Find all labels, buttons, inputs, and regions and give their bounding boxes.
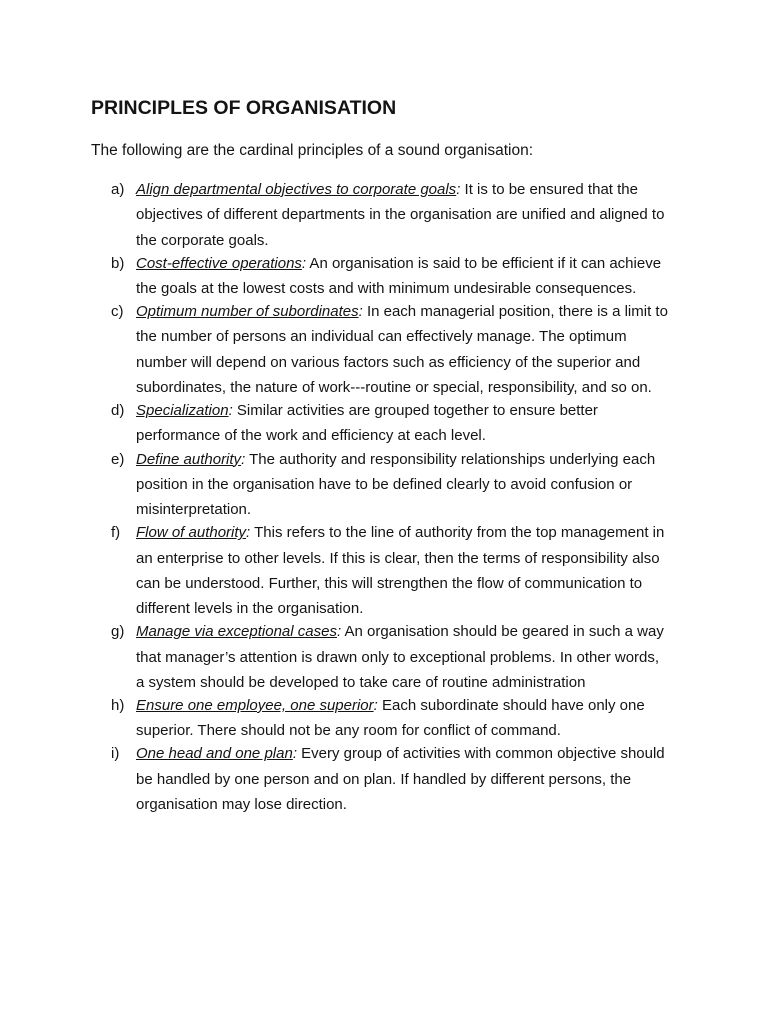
list-marker: g) <box>111 623 125 641</box>
item-heading: Specialization <box>136 402 229 420</box>
list-item: g) Manage via exceptional cases: An organisation should be geared in such a way that manager’s attention is drawn only to exceptional problems. In other words, a system should be developed to take care of routine administration <box>0 619 671 695</box>
list-item: i) One head and one plan: Every group of activities with common objective should be handled by one person and on plan. If handled by different persons, the organisation may lose direction. <box>0 741 671 817</box>
page-title: PRINCIPLES OF ORGANISATION <box>91 97 397 119</box>
item-heading: One head and one plan <box>136 745 293 763</box>
list-marker: b) <box>111 254 125 272</box>
list-marker: c) <box>111 303 124 321</box>
item-body: Every group of activities with common objective should be handled by one person and on plan. If handled by different persons, the organisation may lose direction. <box>136 745 665 813</box>
list-item: h) Ensure one employee, one superior: Each subordinate should have only one superior. There should not be any room for conflict of command. <box>0 693 671 744</box>
item-body: This refers to the line of authority from the top management in an enterprise to other levels. If this is clear, then the terms of responsibility also can be understood. Further, this will strengthen the flow of communication to different levels in the organisation. <box>136 524 665 618</box>
item-body: It is to be ensured that the objectives of different departments in the organisation are unified and aligned to the corporate goals. <box>136 181 665 249</box>
list-item: d) Specialization: Similar activities are grouped together to ensure better performance of the work and efficiency at each level. <box>0 398 671 449</box>
list-marker: i) <box>111 745 120 763</box>
list-item: a) Align departmental objectives to corporate goals: It is to be ensured that the objectives of different departments in the organisation are unified and aligned to the corporate goals. <box>0 177 671 253</box>
list-item: c) Optimum number of subordinates: In each managerial position, there is a limit to the number of persons an individual can effectively manage. The optimum number will depend on various factors such as efficiency of the superior and subordinates, the nature of work---routine or special, responsibility, and so on. <box>0 299 671 400</box>
list-item: e) Define authority: The authority and responsibility relationships underlying each position in the organisation have to be defined clearly to avoid confusion or misinterpretation. <box>0 447 671 523</box>
item-heading: Cost-effective operations <box>136 254 302 272</box>
item-heading: Flow of authority <box>136 524 247 542</box>
item-heading: Ensure one employee, one superior <box>136 696 374 714</box>
list-marker: f) <box>111 524 121 542</box>
item-body: Each subordinate should have only one superior. There should not be any room for conflict of command. <box>136 696 645 740</box>
list-marker: h) <box>111 696 125 714</box>
item-heading: Optimum number of subordinates <box>136 303 359 321</box>
item-body: In each managerial position, there is a limit to the number of persons an individual can effectively manage. The optimum number will depend on various factors such as efficiency of the superior and subordinates, the nature of work---routine or special, responsibility, and so on. <box>136 303 668 396</box>
item-body: Similar activities are grouped together to ensure better performance of the work and efficiency at each level. <box>136 402 598 445</box>
item-heading: Define authority <box>136 450 242 468</box>
list-item: f) Flow of authority: This refers to the line of authority from the top management in an enterprise to other levels. If this is clear, then the terms of responsibility also can be understood. Further, this will strengthen the flow of communication to different levels in the organisation. <box>0 520 671 621</box>
intro-paragraph: The following are the cardinal principles of a sound organisation: <box>91 142 534 159</box>
list-marker: d) <box>111 402 125 420</box>
list-marker: a) <box>111 181 125 198</box>
list-marker: e) <box>111 450 125 468</box>
item-body: The authority and responsibility relationships underlying each position in the organisation have to be defined clearly to avoid confusion or misinterpretation. <box>136 450 656 519</box>
principles-list <box>0 177 768 815</box>
item-heading: Manage via exceptional cases <box>136 623 337 641</box>
item-body: An organisation should be geared in such a way that manager’s attention is drawn only to exceptional problems. In other words, a system should be developed to take care of routine administration <box>136 623 664 691</box>
item-heading: Align departmental objectives to corporate goals <box>136 181 457 198</box>
list-item: b) Cost-effective operations: An organisation is said to be efficient if it can achieve the goals at the lowest costs and with minimum undesirable consequences. <box>0 251 671 302</box>
item-body: An organisation is said to be efficient if it can achieve the goals at the lowest costs and with minimum undesirable consequences. <box>136 254 662 297</box>
